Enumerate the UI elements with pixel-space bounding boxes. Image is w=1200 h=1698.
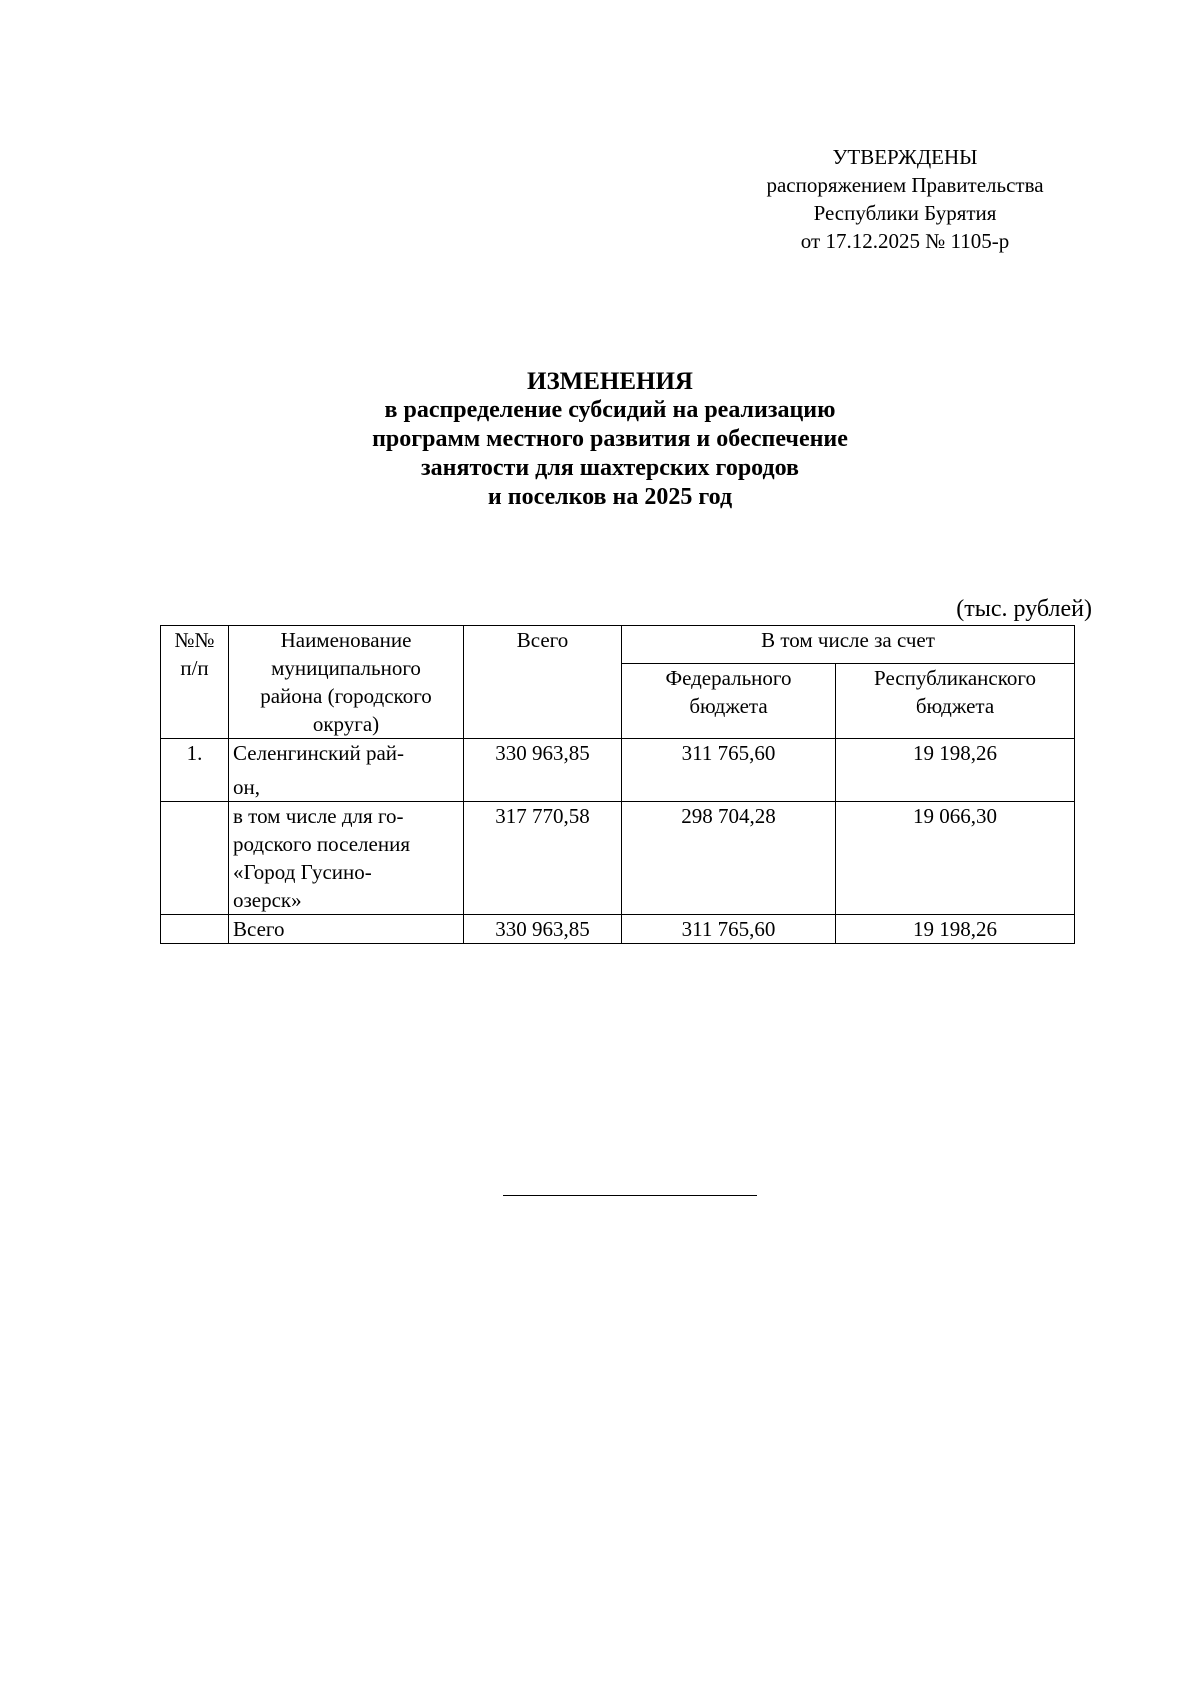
row-name-line: Селенгинский рай- — [233, 741, 405, 765]
row-name-line: родского поселения — [233, 832, 410, 856]
table-row — [161, 802, 1075, 915]
title-line-1: в распределение субсидий на реализацию — [384, 397, 836, 423]
header-num-line: п/п — [180, 656, 209, 680]
row-name-line: озерск» — [233, 888, 302, 912]
row-name — [229, 802, 464, 915]
row-republic — [836, 739, 1075, 802]
total-federal: 311 765,60 — [622, 915, 836, 944]
header-republic-line: бюджета — [915, 694, 995, 719]
row-name-line: он, — [233, 775, 260, 799]
row-num: 1. — [161, 739, 229, 802]
header-total: Всего — [464, 626, 622, 739]
row-federal: 298 704,28 — [622, 802, 836, 915]
header-num — [161, 626, 229, 739]
total-republic: 19 198,26 — [836, 915, 1075, 944]
row-num — [161, 802, 229, 915]
row-federal — [622, 739, 836, 802]
title-main: ИЗМЕНЕНИЯ — [527, 368, 693, 395]
row-total-value: 330 963,85 — [495, 741, 590, 765]
title-line-2: программ местного развития и обеспечение — [372, 426, 848, 452]
header-num-line: №№ — [174, 628, 215, 652]
header-name-line: округа) — [312, 712, 380, 736]
total-num — [161, 915, 229, 944]
header-name-line: муниципального — [271, 656, 421, 680]
row-federal-value: 311 765,60 — [681, 741, 776, 765]
subsidy-table — [160, 625, 1075, 944]
header-name-line: Наименование — [280, 628, 412, 652]
approval-order-line: распоряжением Правительства — [766, 173, 1044, 197]
header-including: В том числе за счет — [622, 626, 1075, 664]
header-federal — [622, 664, 836, 739]
row-total — [464, 739, 622, 802]
row-total: 317 770,58 — [464, 802, 622, 915]
approval-republic-line: Республики Бурятия — [813, 201, 997, 225]
table-row — [161, 739, 1075, 802]
header-republic-line: Республиканского — [874, 666, 1036, 691]
header-federal-line: Федерального — [665, 666, 792, 691]
row-republic-value: 19 198,26 — [913, 741, 997, 765]
header-republic — [836, 664, 1075, 739]
header-name — [229, 626, 464, 739]
row-name-line: «Город Гусино- — [233, 860, 372, 884]
title-line-3: занятости для шахтерских городов — [420, 455, 799, 481]
row-republic: 19 066,30 — [836, 802, 1075, 915]
header-federal-line: бюджета — [689, 694, 768, 719]
approval-date-number: от 17.12.2025 № 1105-р — [800, 229, 1010, 253]
approval-block — [730, 143, 1080, 255]
total-label: Всего — [229, 915, 464, 944]
closing-rule — [503, 1195, 757, 1196]
table-header-row — [161, 626, 1075, 664]
row-name — [229, 739, 464, 802]
total-value: 330 963,85 — [464, 915, 622, 944]
table-total-row — [161, 915, 1075, 944]
units-label: (тыс. рублей) — [956, 596, 1092, 622]
title-line-4: и поселков на 2025 год — [487, 484, 733, 510]
document-title — [160, 367, 1060, 512]
approval-heading: УТВЕРЖДЕНЫ — [832, 145, 978, 169]
row-name-line: в том числе для го- — [233, 804, 404, 828]
header-name-line: района (городского — [260, 684, 432, 708]
